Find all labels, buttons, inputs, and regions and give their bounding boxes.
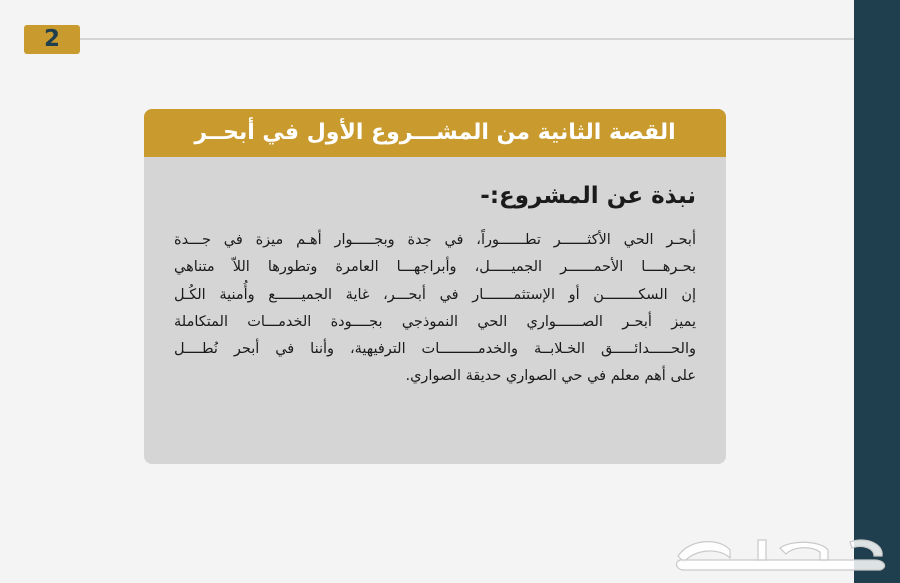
- top-divider: [80, 38, 854, 40]
- paragraph-line: إن السكــــــــن أو الإستثمـــــــار في أبحـــر، غاية الجميــــــع وأُمنية الكُـل: [174, 286, 696, 303]
- card-title: القصة الثانية من المشـــروع الأول في أبحــر: [144, 109, 726, 157]
- haraj-watermark-logo: [670, 528, 895, 576]
- paragraph-line: والحـــــدائـــــق الخـلابــة والخدمـــــــــات الترفيهية، وأننا في أبحر نُطــــل: [174, 341, 696, 358]
- page-number-badge: 2: [24, 25, 80, 54]
- paragraph-line: يميز أبحـر الصــــــواري الحي النموذجي بجــــودة الخدمـــات المتكاملة: [174, 313, 696, 330]
- paragraph-line: أبحـر الحي الأكثــــــر تطــــــوراً، في جدة وبجـــــوار أهـم ميزة في جـــدة: [174, 232, 696, 248]
- paragraph-line: بحـرهــــا الأحمــــــر الجميـــــل، وأبراجهـــا العامرة وتطورها اللاّ متناهي: [174, 259, 696, 276]
- story-card: [144, 109, 726, 464]
- paragraph-line: على أهم معلم في حي الصواري حديقة الصواري.: [405, 368, 696, 385]
- section-title: نبذة عن المشروع:-: [480, 183, 696, 209]
- card-body: [144, 157, 726, 391]
- right-side-band: [854, 0, 900, 583]
